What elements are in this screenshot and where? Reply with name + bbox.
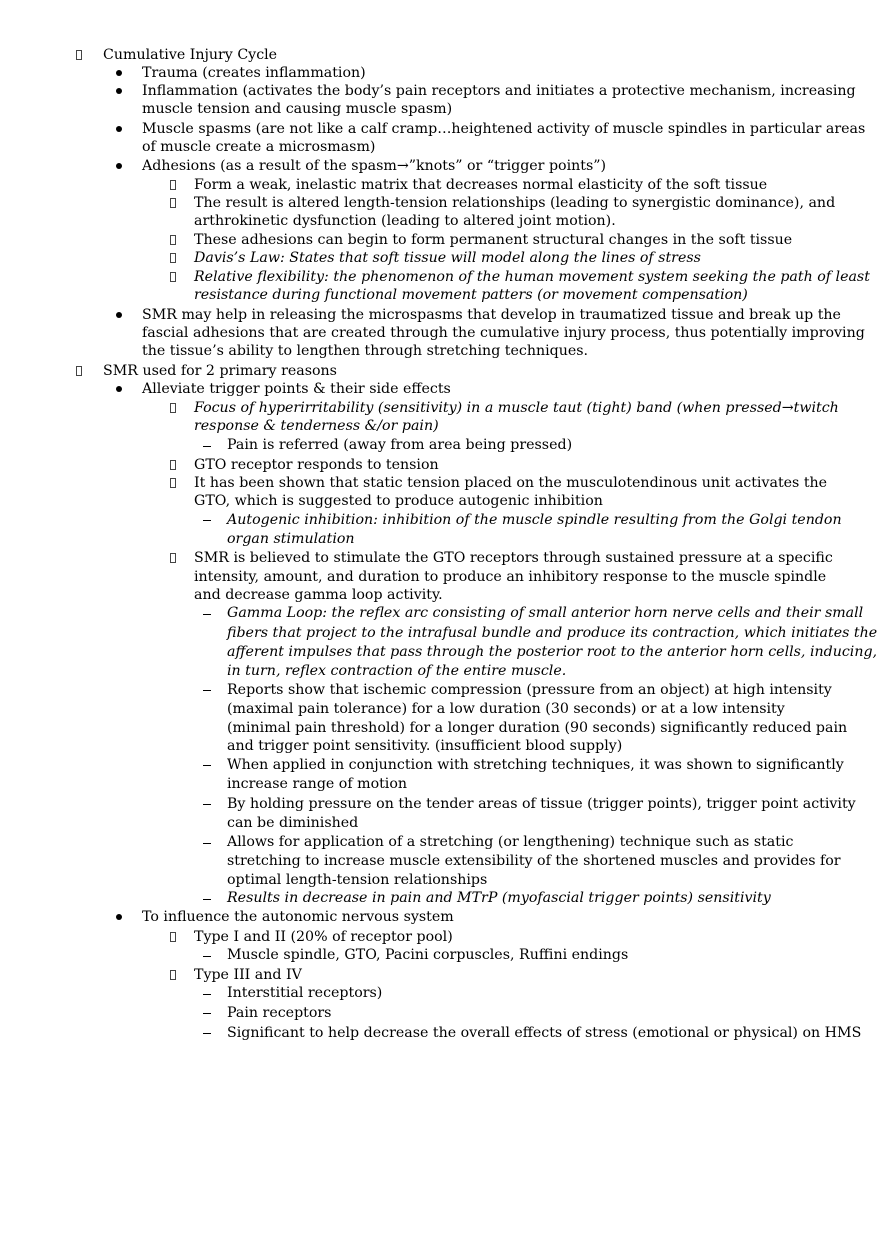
- text-line: Reports show that ischemic compression (pressure from an object) at high intensity: [227, 682, 832, 698]
- text-line: afferent impulses that pass through the posterior root to the anterior horn cells, inducing,: [227, 644, 878, 660]
- bullet-dash-icon: [203, 1013, 211, 1014]
- text-line: fascial adhesions that are created through the cumulative injury process, thus potentially improving: [142, 325, 865, 341]
- text-line: (maximal pain tolerance) for a low duration (30 seconds) or at a low intensity: [227, 701, 785, 717]
- bullet-box-icon: [170, 198, 176, 208]
- bullet-dot-icon: [116, 163, 122, 169]
- text-line: fibers that project to the intrafusal bundle and produce its contraction, which initiates the: [227, 625, 878, 641]
- bullet-dash-icon: [203, 1033, 211, 1034]
- text-line: Davis’s Law: States that soft tissue will model along the lines of stress: [194, 250, 701, 266]
- bullet-box-icon: [170, 272, 176, 282]
- bullet-dot-icon: [116, 386, 122, 392]
- text-line: Pain receptors: [227, 1005, 332, 1021]
- bullet-box-icon: [170, 553, 176, 563]
- bullet-dash-icon: [203, 690, 211, 691]
- text-line: SMR is believed to stimulate the GTO receptors through sustained pressure at a specific: [194, 550, 833, 566]
- text-line: SMR may help in releasing the microspasms that develop in traumatized tissue and break up the: [142, 307, 841, 323]
- text-line: Allows for application of a stretching (or lengthening) technique such as static: [227, 834, 794, 850]
- text-line: resistance during functional movement patters (or movement compensation): [194, 287, 748, 303]
- bullet-dash-icon: [203, 994, 211, 995]
- text-line: the tissue’s ability to lengthen through stretching techniques.: [142, 343, 589, 359]
- bullet-box-icon: [170, 180, 176, 190]
- text-line: The result is altered length-tension relationships (leading to synergistic dominance), and: [194, 195, 836, 211]
- text-line: Focus of hyperirritability (sensitivity) in a muscle taut (tight) band (when pressed→twitch: [194, 400, 839, 416]
- text-line: Type III and IV: [194, 967, 302, 983]
- text-line: and trigger point sensitivity. (insufficient blood supply): [227, 738, 623, 754]
- text-line: arthrokinetic dysfunction (leading to altered joint motion).: [194, 213, 616, 229]
- bullet-box-icon: [76, 366, 82, 376]
- text-line: increase range of motion: [227, 776, 408, 792]
- text-line: Muscle spasms (are not like a calf cramp…heightened activity of muscle spindles in particular areas: [142, 121, 866, 137]
- text-line: Type I and II (20% of receptor pool): [194, 929, 453, 945]
- bullet-dot-icon: [116, 914, 122, 920]
- bullet-box-icon: [170, 478, 176, 488]
- text-line: Pain is referred (away from area being pressed): [227, 437, 573, 453]
- text-line: Muscle spindle, GTO, Pacini corpuscles, Ruffini endings: [227, 947, 629, 963]
- text-line: stretching to increase muscle extensibility of the shortened muscles and provides for: [227, 853, 841, 869]
- text-line: intensity, amount, and duration to produce an inhibitory response to the muscle spindle: [194, 569, 827, 585]
- text-line: Relative flexibility: the phenomenon of the human movement system seeking the path of least: [194, 269, 870, 285]
- text-line: optimal length-tension relationships: [227, 872, 488, 888]
- bullet-dash-icon: [203, 899, 211, 900]
- bullet-dash-icon: [203, 446, 211, 447]
- bullet-dash-icon: [203, 956, 211, 957]
- bullet-dash-icon: [203, 765, 211, 766]
- text-line: muscle tension and causing muscle spasm): [142, 101, 453, 117]
- text-line: in turn, reflex contraction of the entire muscle.: [227, 663, 567, 679]
- bullet-dash-icon: [203, 520, 211, 521]
- text-line: GTO, which is suggested to produce autogenic inhibition: [194, 493, 603, 509]
- text-line: and decrease gamma loop activity.: [194, 587, 443, 603]
- text-line: Form a weak, inelastic matrix that decreases normal elasticity of the soft tissue: [194, 177, 768, 193]
- text-line: Trauma (creates inflammation): [142, 65, 366, 81]
- text-line: To influence the autonomic nervous system: [142, 909, 454, 925]
- bullet-box-icon: [170, 932, 176, 942]
- bullet-dot-icon: [116, 88, 122, 94]
- text-line: By holding pressure on the tender areas of tissue (trigger points), trigger point activity: [227, 796, 856, 812]
- text-line: Significant to help decrease the overall effects of stress (emotional or physical) on HMS: [227, 1025, 862, 1041]
- text-line: Results in decrease in pain and MTrP (myofascial trigger points) sensitivity: [227, 890, 771, 906]
- bullet-box-icon: [76, 50, 82, 60]
- bullet-dash-icon: [203, 843, 211, 844]
- heading-cumulative-injury-cycle: Cumulative Injury Cycle: [103, 47, 278, 63]
- text-line: Autogenic inhibition: inhibition of the muscle spindle resulting from the Golgi tendon: [227, 512, 842, 528]
- text-line: can be diminished: [227, 815, 359, 831]
- text-line: Adhesions (as a result of the spasm→”knots” or “trigger points”): [142, 158, 607, 174]
- bullet-dash-icon: [203, 614, 211, 615]
- bullet-box-icon: [170, 403, 176, 413]
- bullet-dot-icon: [116, 70, 122, 76]
- text-line: response & tenderness &/or pain): [194, 418, 439, 434]
- text-line: organ stimulation: [227, 531, 355, 547]
- bullet-dash-icon: [203, 804, 211, 805]
- heading-smr-reasons: SMR used for 2 primary reasons: [103, 363, 337, 379]
- bullet-dot-icon: [116, 126, 122, 132]
- text-line: It has been shown that static tension placed on the musculotendinous unit activates the: [194, 475, 828, 491]
- text-line: GTO receptor responds to tension: [194, 457, 439, 473]
- bullet-dot-icon: [116, 312, 122, 318]
- text-line: Alleviate trigger points & their side effects: [142, 381, 451, 397]
- text-line: of muscle create a microsmasm): [142, 139, 376, 155]
- bullet-box-icon: [170, 970, 176, 980]
- bullet-box-icon: [170, 235, 176, 245]
- bullet-box-icon: [170, 253, 176, 263]
- text-line: When applied in conjunction with stretching techniques, it was shown to significantly: [227, 757, 844, 773]
- text-line: Gamma Loop: the reflex arc consisting of small anterior horn nerve cells and their small: [227, 605, 864, 621]
- text-line: (minimal pain threshold) for a longer duration (90 seconds) significantly reduced pain: [227, 720, 848, 736]
- text-line: Interstitial receptors): [227, 985, 383, 1001]
- bullet-box-icon: [170, 460, 176, 470]
- text-line: These adhesions can begin to form permanent structural changes in the soft tissue: [194, 232, 793, 248]
- text-line: Inflammation (activates the body’s pain receptors and initiates a protective mechanism, increasing: [142, 83, 856, 99]
